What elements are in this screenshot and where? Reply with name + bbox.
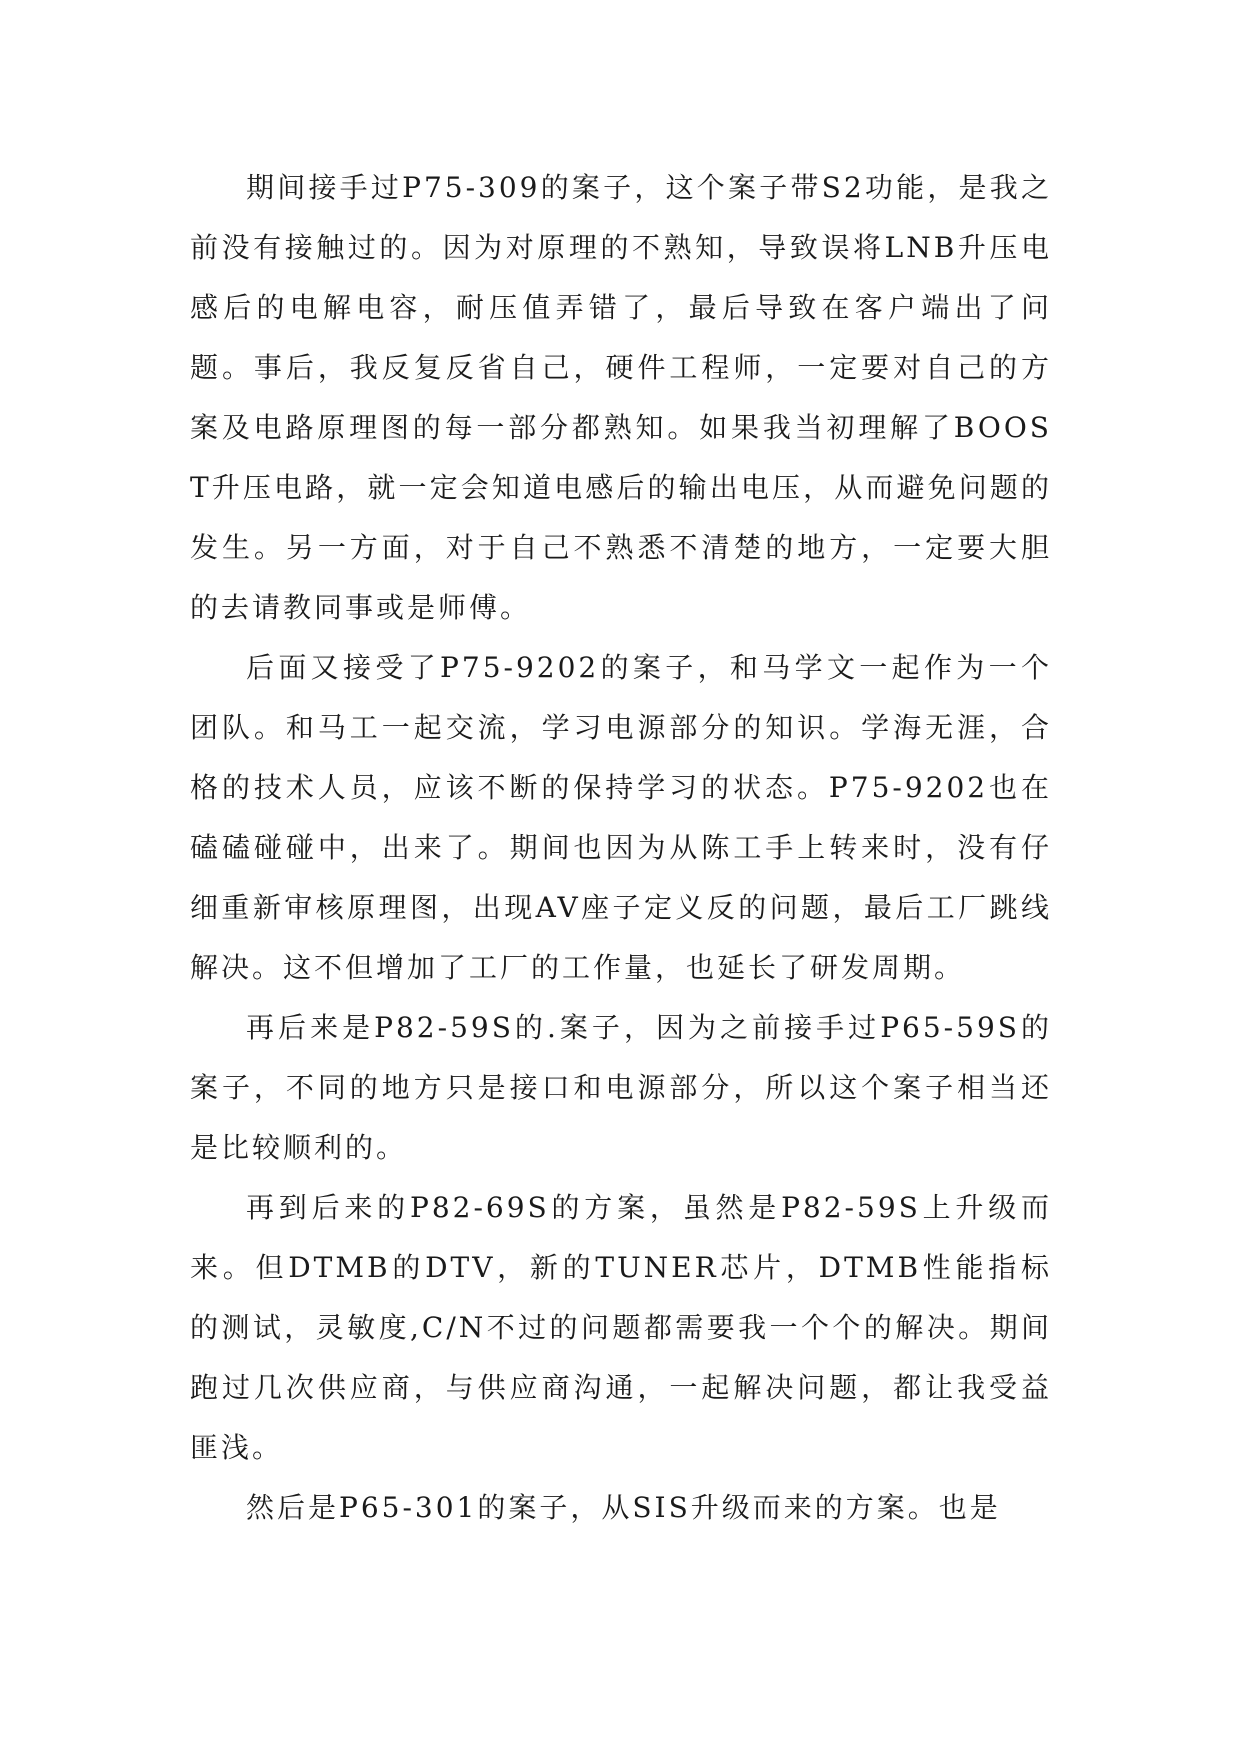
paragraph: 期间接手过P75-309的案子，这个案子带S2功能，是我之前没有接触过的。因为对原理的不熟知，导致误将LNB升压电感后的电解电容，耐压值弄错了，最后导致在客户端出了问题。事后，我反复反省自己，硬件工程师，一定要对自己的方案及电路原理图的每一部分都熟知。如果我当初理解了BOOST升压电路，就一定会知道电感后的输出电压，从而避免问题的发生。另一方面，对于自己不熟悉不清楚的地方，一定要大胆的去请教同事或是师傅。 (190, 171, 1052, 624)
paragraph: 后面又接受了P75-9202的案子，和马学文一起作为一个团队。和马工一起交流，学习电源部分的知识。学海无涯，合格的技术人员，应该不断的保持学习的状态。P75-9202也在磕磕碰碰中，出来了。期间也因为从陈工手上转来时，没有仔细重新审核原理图，出现AV座子定义反的问题，最后工厂跳线解决。这不但增加了工厂的工作量，也延长了研发周期。 (190, 651, 1052, 984)
paragraph: 再到后来的P82-69S的方案，虽然是P82-59S上升级而来。但DTMB的DTV，新的TUNER芯片，DTMB性能指标的测试，灵敏度,C/N不过的问题都需要我一个个的解决。期间跑过几次供应商，与供应商沟通，一起解决问题，都让我受益匪浅。 (190, 1191, 1052, 1464)
paragraph: 再后来是P82-59S的.案子，因为之前接手过P65-59S的案子，不同的地方只是接口和电源部分，所以这个案子相当还是比较顺利的。 (190, 1011, 1052, 1164)
paragraph: 然后是P65-301的案子，从SIS升级而来的方案。也是 (246, 1491, 1001, 1524)
document-body (190, 158, 1052, 1538)
